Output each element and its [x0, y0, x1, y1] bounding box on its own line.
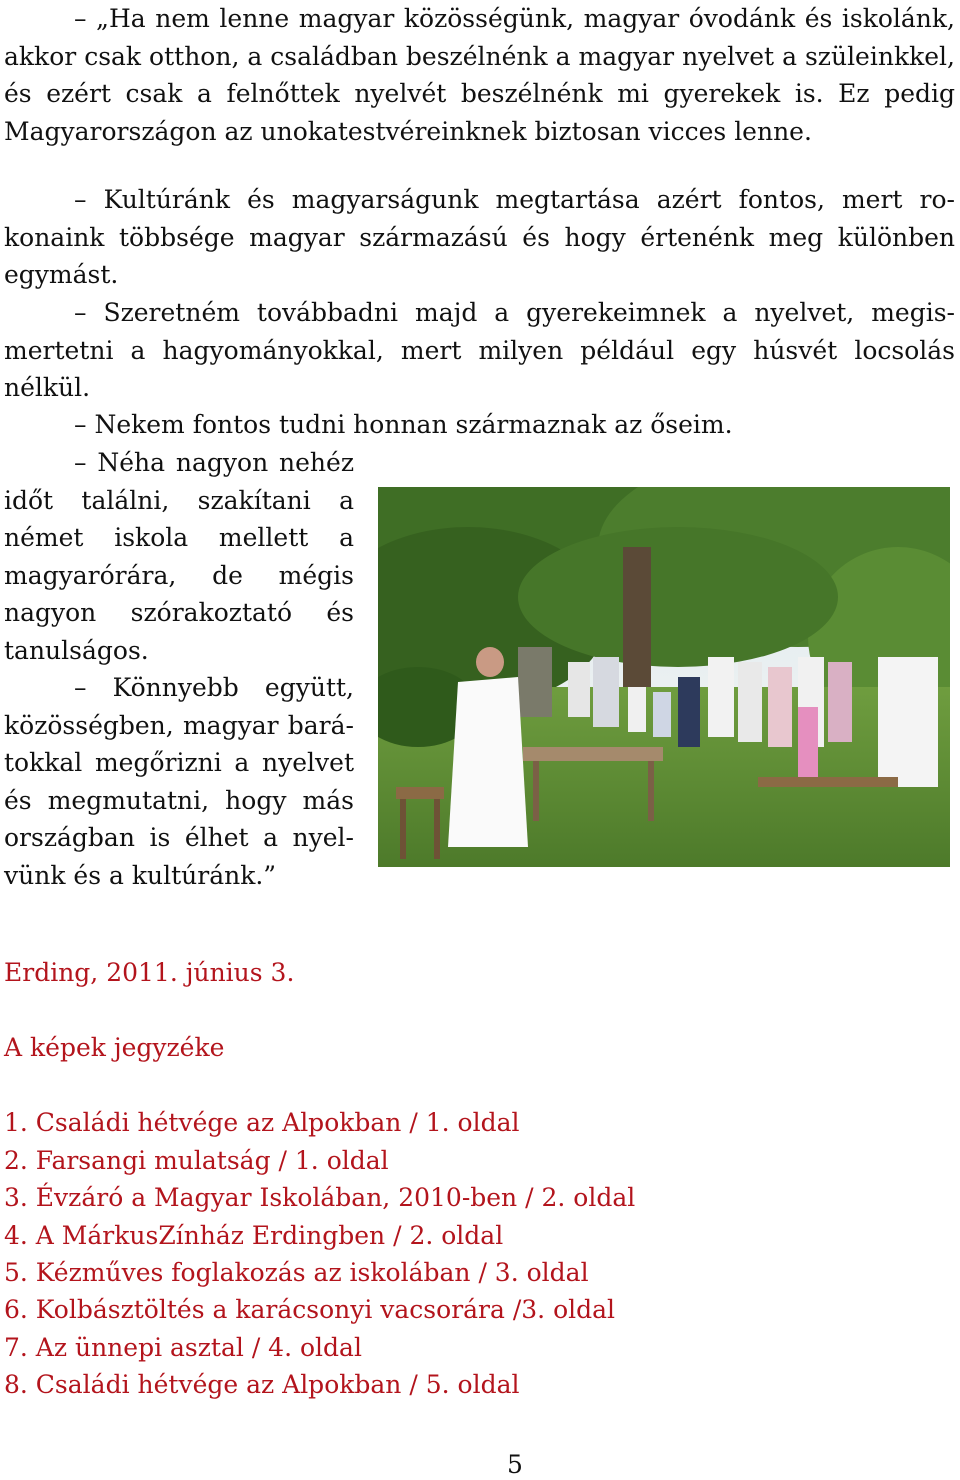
list-title: A képek jegyzéke — [4, 1033, 225, 1062]
list-item: 4. A MárkusZínház Erdingben / 2. oldal — [4, 1221, 504, 1250]
paragraph-4: – Nekem fontos tudni honnan származnak az őseim. — [74, 410, 733, 439]
list-item: 3. Évzáró a Magyar Iskolában, 2010-ben / 2. oldal — [4, 1183, 636, 1212]
paragraph-5: – Néha nagyon nehéz időt találni, szakítani a német iskola mellett a magyarórára, de mégis nagyon szórakoztató és tanulságos. — [4, 448, 354, 665]
paragraph-3: – Szeretném továbbadni majd a gyerekeimnek a nyelvet, megismertetni a hagyományokkal, mert milyen például egy húsvét locsolás nélkül. — [4, 298, 955, 402]
paragraph-6: – Könnyebb együtt, közösségben, magyar barátokkal megőrizni a nyelvet és megmutatni, hogy más országban is élhet a nyelvünk és a kultúránk.” — [4, 673, 354, 890]
list-item: 6. Kolbásztöltés a karácsonyi vacsorára /3. oldal — [4, 1295, 616, 1324]
list-item: 7. Az ünnepi asztal / 4. oldal — [4, 1333, 362, 1362]
list-item: 1. Családi hétvége az Alpokban / 1. oldal — [4, 1108, 520, 1137]
page-number: 5 — [507, 1450, 523, 1479]
list-item: 5. Kézműves foglakozás az iskolában / 3. oldal — [4, 1258, 589, 1287]
outdoor-gathering-photo — [378, 487, 950, 867]
paragraph-2: – Kultúránk és magyarságunk megtartása azért fontos, mert rokonaink többsége magyar származású és hogy értenénk meg különben egymást. — [4, 185, 955, 289]
list-item: 2. Farsangi mulatság / 1. oldal — [4, 1146, 389, 1175]
paragraph-1: – „Ha nem lenne magyar közösségünk, magyar óvodánk és iskolánk, akkor csak otthon, a családban beszélnénk a magyar nyelvet a szüleinkkel, és ezért csak a felnőttek nyelvét beszélnénk mi gyerekek is. Ez pedig Magyarországon az unokatestvéreinknek biztosan vicces lenne. — [4, 4, 955, 146]
list-item: 8. Családi hétvége az Alpokban / 5. oldal — [4, 1370, 520, 1399]
signature-date: Erding, 2011. június 3. — [4, 958, 295, 987]
photo-illustration — [378, 487, 950, 867]
